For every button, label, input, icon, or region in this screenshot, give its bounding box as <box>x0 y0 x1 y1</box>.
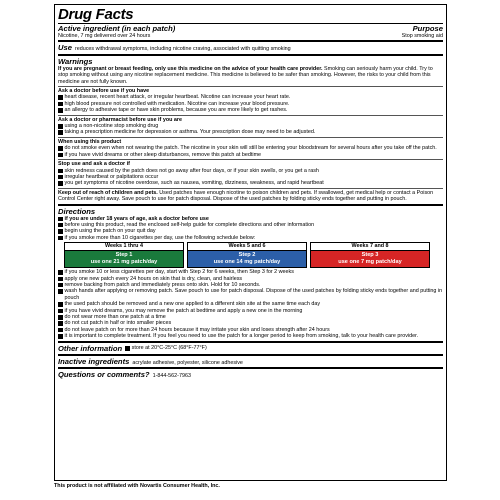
active-ingredient-heading: Active ingredient (in each patch) <box>58 24 176 33</box>
bullet-icon <box>58 321 63 326</box>
bullet-icon <box>58 302 63 307</box>
when-using-heading: When using this product <box>58 138 122 145</box>
list-item: taking a prescription medicine for depression or asthma. Your prescription dose may need to be adjusted. <box>58 129 443 135</box>
bullet-icon <box>58 328 63 333</box>
bullet-icon <box>58 277 63 282</box>
bullet-icon <box>58 108 63 113</box>
list-item: irregular heartbeat or palpitations occur <box>58 174 443 180</box>
divider <box>58 137 443 138</box>
ask-doctor-heading: Ask a doctor before use if you have <box>58 88 150 95</box>
use-heading: Use <box>58 43 72 53</box>
bullet-icon <box>58 236 63 241</box>
schedule-dose: use one 21 mg patch/day <box>90 259 158 266</box>
list-item: before using this product, read the enclosed self-help guide for complete directions and other information <box>58 222 443 228</box>
schedule-dose: use one 7 mg patch/day <box>338 259 402 266</box>
bullet-icon <box>58 229 63 234</box>
purpose-value: Stop smoking aid <box>401 33 443 39</box>
children-warning-bold: Keep out of reach of children and pets. <box>58 189 158 196</box>
schedule-step <box>65 251 183 267</box>
list-item: do not smoke even when not wearing the patch. The nicotine in your skin will still be entering your bloodstream for several hours after you take off the patch. <box>58 145 443 151</box>
list-item: do not cut patch in half or into smaller pieces <box>58 320 443 326</box>
directions-section <box>58 206 443 341</box>
divider <box>58 115 443 116</box>
warnings-section <box>58 56 443 204</box>
warnings-heading: Warnings <box>58 56 93 66</box>
bullet-icon <box>58 153 63 158</box>
list-item: it is important to complete treatment. If you feel you need to use the patch for a longer period to keep from smoking, talk to your health care provider. <box>58 333 443 339</box>
list-item: if you have vivid dreams, you may remove the patch at bedtime and apply a new one in the morning <box>58 308 443 314</box>
bullet-icon <box>58 223 63 228</box>
pregnancy-warning-text: Smoking can seriously harm your child. Try to stop smoking without using any nicotine replacement medicine. This medicine is believed to be safer than smoking. However, the risks to your child from this medicine are not fully known. <box>58 65 433 85</box>
schedule-weeks: Weeks 7 and 8 <box>311 243 429 251</box>
schedule-step-label: Step 2 <box>238 252 256 259</box>
list-item: skin redness caused by the patch does not go away after four days, or if your skin swells, or you get a rash <box>58 168 443 174</box>
purpose-heading: Purpose <box>412 24 443 33</box>
use-section <box>58 42 443 53</box>
list-item: high blood pressure not controlled with medication. Nicotine can increase your blood pressure. <box>58 101 443 107</box>
other-information-section <box>58 343 443 354</box>
bullet-icon <box>58 309 63 314</box>
divider <box>58 86 443 87</box>
questions-heading: Questions or comments? <box>58 370 150 380</box>
questions-section <box>58 369 443 380</box>
bullet-icon <box>58 334 63 339</box>
list-item: if you smoke more than 10 cigarettes per day, use the following schedule below: <box>58 235 443 241</box>
inactive-ingredients-heading: Inactive ingredients <box>58 356 130 366</box>
bullet-icon <box>58 130 63 135</box>
directions-heading: Directions <box>58 206 96 216</box>
schedule-weeks: Weeks 1 thru 4 <box>65 243 183 251</box>
schedule-column <box>187 242 307 268</box>
bullet-icon <box>58 175 63 180</box>
active-ingredient-row <box>58 33 443 39</box>
active-ingredient-value: Nicotine, 7 mg delivered over 24 hours <box>58 33 151 39</box>
list-item: begin using the patch on your quit day <box>58 228 443 234</box>
list-item: remove backing from patch and immediately press onto skin. Hold for 10 seconds. <box>58 282 443 288</box>
list-item: store at 20°C-25°C (68°F-77°F) <box>125 345 207 351</box>
pregnancy-warning-bold: If you are pregnant or breast feeding, only use this medicine on the advice of your health care provider. <box>58 65 323 72</box>
schedule-step <box>188 251 306 267</box>
inactive-ingredients-section <box>58 356 443 367</box>
list-item: if you are under 18 years of age, ask a doctor before use <box>58 216 443 222</box>
pregnancy-warning <box>58 66 443 85</box>
active-heading-row <box>58 24 443 33</box>
bullet-icon <box>58 270 63 275</box>
drug-facts-label <box>54 4 447 496</box>
page-title: Drug Facts <box>58 6 134 23</box>
bullet-icon <box>58 181 63 186</box>
children-warning <box>58 190 443 203</box>
bullet-icon <box>58 146 63 151</box>
schedule-column <box>64 242 184 268</box>
bullet-icon <box>58 169 63 174</box>
list-item: you get symptoms of nicotine overdose, such as nausea, vomiting, dizziness, weakness, and rapid heartbeat <box>58 180 443 186</box>
phone-number: 1-844-562-7963 <box>152 373 191 380</box>
divider <box>58 159 443 160</box>
other-information-heading: Other information <box>58 343 123 353</box>
list-item: heart disease, recent heart attack, or irregular heartbeat. Nicotine can increase your heart rate. <box>58 94 443 100</box>
affiliation-disclaimer: This product is not affiliated with Novartis Consumer Health, Inc. <box>54 483 220 489</box>
drug-facts-frame <box>54 4 447 481</box>
ask-pharmacist-heading: Ask a doctor or pharmacist before use if you are <box>58 116 183 123</box>
divider <box>58 188 443 189</box>
schedule-weeks: Weeks 5 and 6 <box>188 243 306 251</box>
schedule-step-label: Step 1 <box>115 252 133 259</box>
bullet-icon <box>58 289 63 294</box>
bullet-icon <box>58 124 63 129</box>
schedule-dose: use one 14 mg patch/day <box>213 259 281 266</box>
inactive-ingredients-text: acrylate adhesive, polyester, silicone adhesive <box>132 359 243 366</box>
use-text: reduces withdrawal symptoms, including nicotine craving, associated with quitting smoking <box>74 46 291 53</box>
list-item: apply one new patch every 24 hours on skin that is dry, clean, and hairless <box>58 276 443 282</box>
bullet-icon <box>58 217 63 222</box>
dosing-schedule <box>64 242 430 268</box>
list-item: wash hands after applying or removing patch. Save pouch to use for patch disposal. Dispose of the used patches by folding sticky ends together and putting in pouch <box>58 288 443 301</box>
bullet-icon <box>58 102 63 107</box>
list-item: an allergy to adhesive tape or have skin problems, because you are more likely to get rashes. <box>58 107 443 113</box>
list-item: the used patch should be removed and a new one applied to a different skin site at the same time each day <box>58 301 443 307</box>
list-item: do not leave patch on for more than 24 hours because it may irritate your skin and loses strength after 24 hours <box>58 327 443 333</box>
list-item: using a non-nicotine stop smoking drug <box>58 123 443 129</box>
schedule-step-label: Step 3 <box>361 252 379 259</box>
schedule-step <box>311 251 429 267</box>
bullet-icon <box>58 283 63 288</box>
schedule-column <box>310 242 430 268</box>
stop-use-heading: Stop use and ask a doctor if <box>58 161 130 168</box>
bullet-icon <box>125 346 130 351</box>
bullet-icon <box>58 315 63 320</box>
list-item: if you smoke 10 or less cigarettes per day, start with Step 2 for 6 weeks, then Step 3 for 2 weeks <box>58 269 443 275</box>
list-item: if you have vivid dreams or other sleep disturbances, remove this patch at bedtime <box>58 152 443 158</box>
children-warning-text: Used patches have enough nicotine to poison children and pets. If swallowed, get medical help or contact a Poison Control Center right away. Save pouch to use for patch disposal. Dispose of the used patches by folding sticky ends together and putting in pouch. <box>58 189 434 203</box>
bullet-icon <box>58 95 63 100</box>
list-item: do not wear more than one patch at a time <box>58 314 443 320</box>
